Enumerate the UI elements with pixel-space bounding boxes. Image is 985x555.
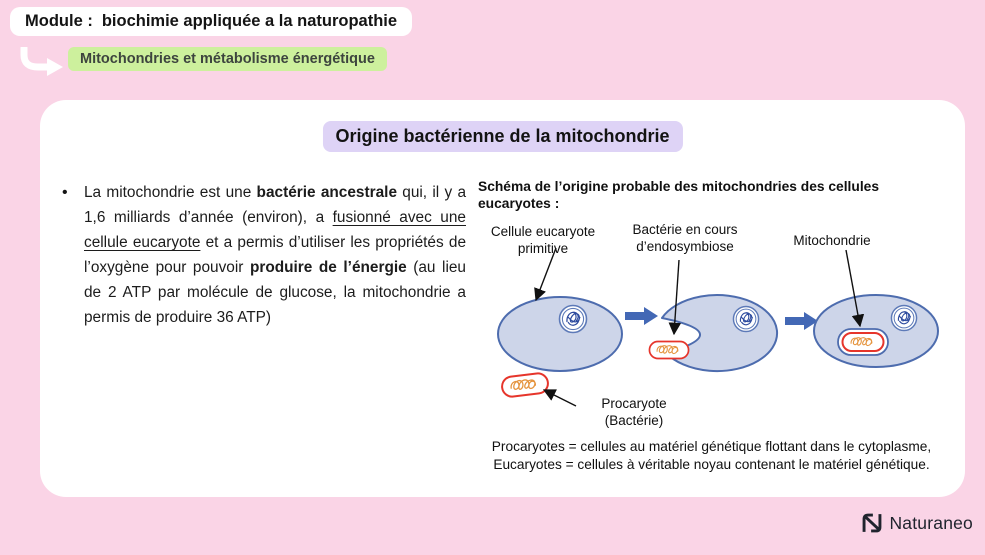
flow-arrow-2 [785,312,818,330]
label-prokaryote: Procaryote (Bactérie) [601,396,667,428]
diagram-heading: Schéma de l’origine probable des mitochondries des cellules eucaryotes : [478,179,879,211]
engulfing-eukaryote-cell [649,295,777,371]
content-card [40,100,965,497]
curved-arrow-icon [18,47,66,79]
label-arrow-endosymbiosis [674,260,679,334]
summary-paragraph: La mitochondrie est une bactérie ancestrale qui, il y a 1,6 milliards d’année (environ), a fusionné avec une cellule eucaryote et a permis d’utiliser les propriétés de l’oxygène pour pouvoir produire de l’énergie (au lieu de 2 ATP par molécule de glucose, la mitochondrie a permis de produire 36 ATP) [84,184,466,326]
summary-text-block [62,180,466,330]
module-prefix: Module : [25,12,93,30]
note-line-procaryotes: Procaryotes = cellules au matériel génétique flottant dans le cytoplasme, [491,439,932,454]
submodule-label: Mitochondries et métabolisme énergétique [80,51,375,67]
free-prokaryote-bacterium [501,372,549,397]
label-arrow-prokaryote [544,390,576,406]
flow-arrow-1 [625,307,658,325]
label-primitive-cell: Cellule eucaryote primitive [490,224,596,256]
module-title: biochimie appliquée a la naturopathie [101,12,398,30]
label-endosymbiosis: Bactérie en cours d’endosymbiose [632,222,738,254]
definitions-note [458,438,965,473]
note-line-eucaryotes: Eucaryotes = cellules à véritable noyau contenant le matériel génétique. [493,456,930,472]
brand-logo [857,508,973,538]
bullet-marker: • [62,184,68,201]
module-title-box [10,7,412,36]
primitive-eukaryote-cell [498,297,622,371]
label-mitochondrion: Mitochondrie [793,233,871,248]
brand-name: Naturaneo [889,512,973,533]
page-title: Origine bactérienne de la mitochondrie [322,121,682,152]
naturaneo-logo-icon [857,508,887,538]
eukaryote-cell-with-mitochondrion [814,295,938,367]
mitochondrion-shape [838,329,888,355]
submodule-title-box [68,47,387,71]
endosymbiosis-diagram [470,220,975,438]
